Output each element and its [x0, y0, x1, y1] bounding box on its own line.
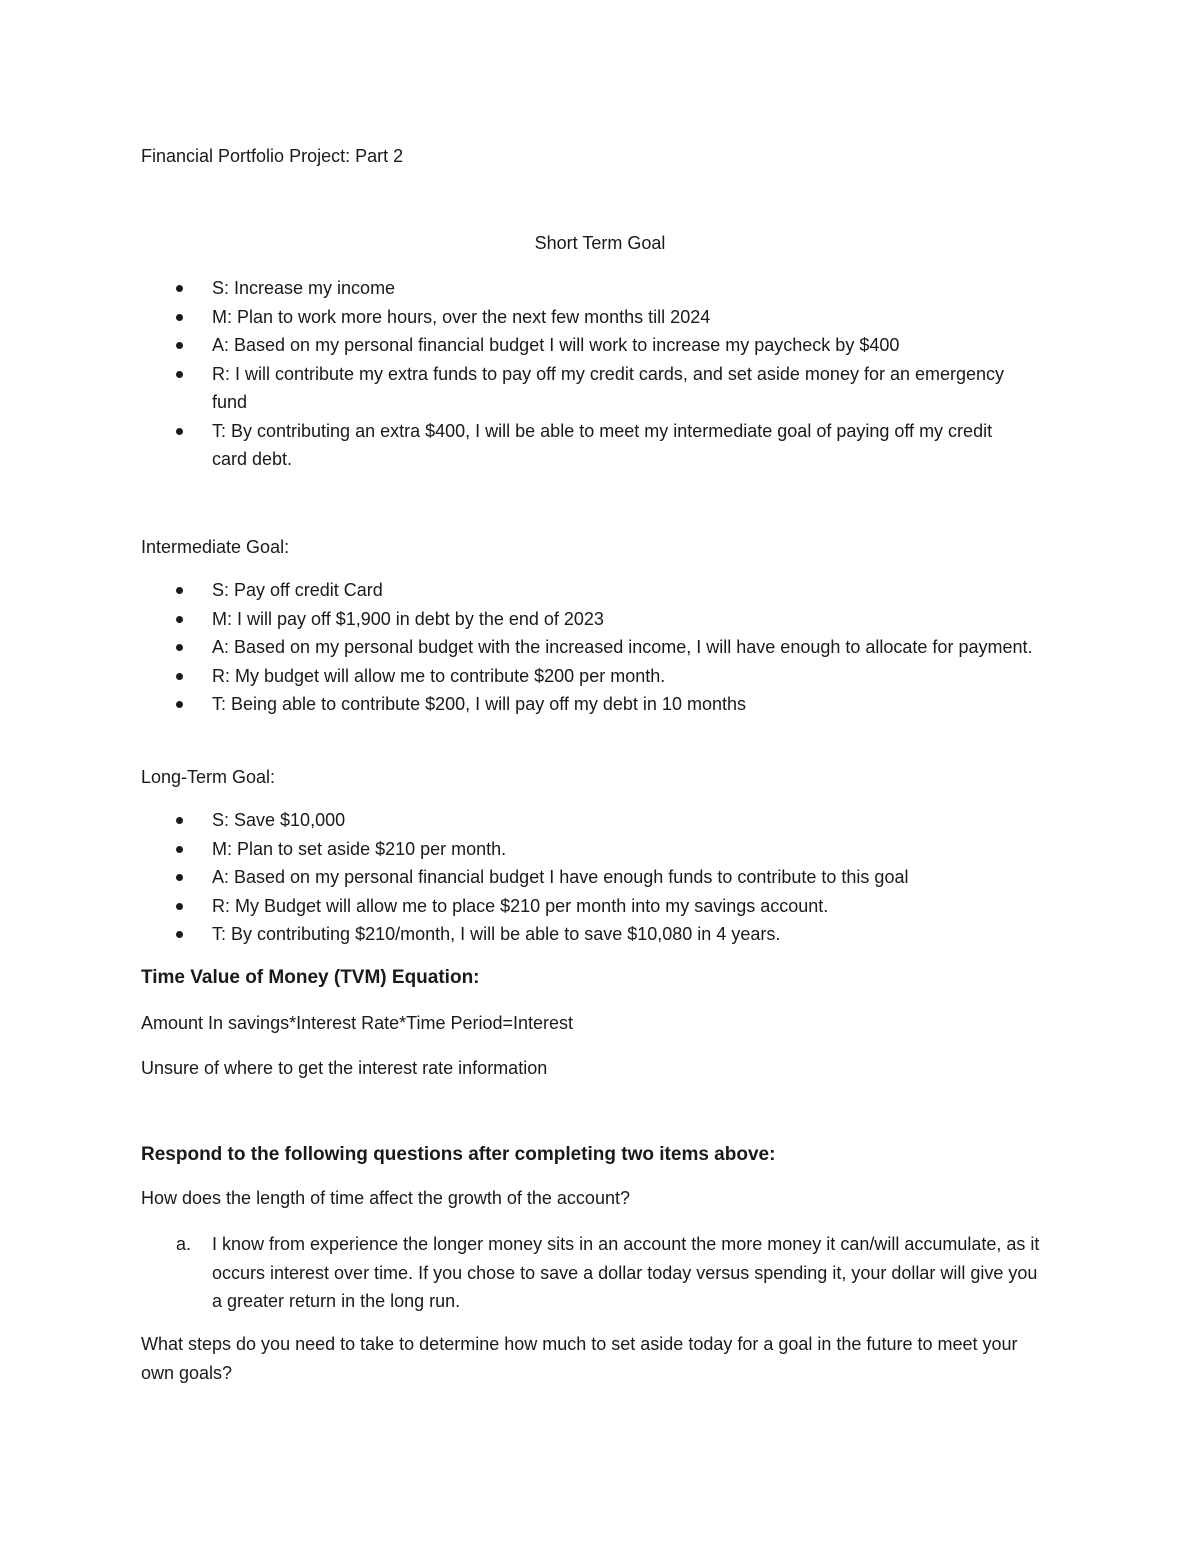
- tvm-note: Unsure of where to get the interest rate information: [141, 1058, 548, 1078]
- list-item: M: Plan to set aside $210 per month.: [212, 835, 1052, 864]
- list-item: R: My budget will allow me to contribute $200 per month.: [212, 662, 1052, 691]
- list-item: S: Pay off credit Card: [212, 576, 1052, 605]
- question-2: What steps do you need to take to determine how much to set aside today for a goal in the future to meet your own goals?: [141, 1334, 1018, 1383]
- questions-heading: Respond to the following questions after completing two items above:: [141, 1144, 776, 1165]
- list-item: M: Plan to work more hours, over the next few months till 2024: [212, 303, 1052, 332]
- answer-text: I know from experience the longer money sits in an account the more money it can/will accumulate, as it occurs interest over time. If you chose to save a dollar today versus spending it, your dollar will give you a greater return in the long run.: [212, 1234, 1040, 1311]
- intermediate-list: [212, 576, 1052, 719]
- long-term-heading: Long-Term Goal:: [141, 767, 276, 787]
- list-item: M: I will pay off $1,900 in debt by the end of 2023: [212, 605, 1052, 634]
- list-item: A: Based on my personal budget with the increased income, I will have enough to allocate for payment.: [212, 633, 1037, 662]
- long-term-list: [212, 806, 1052, 949]
- list-item: R: I will contribute my extra funds to pay off my credit cards, and set aside money for an emergency fund: [212, 360, 1012, 417]
- list-item: A: Based on my personal financial budget I have enough funds to contribute to this goal: [212, 863, 1052, 892]
- list-item: T: Being able to contribute $200, I will pay off my debt in 10 months: [212, 690, 1052, 719]
- list-item: S: Save $10,000: [212, 806, 1052, 835]
- answer-item: [176, 1230, 1047, 1316]
- list-item: T: By contributing an extra $400, I will be able to meet my intermediate goal of paying off my credit card debt.: [212, 417, 1032, 474]
- list-item: T: By contributing $210/month, I will be able to save $10,080 in 4 years.: [212, 920, 1052, 949]
- intermediate-heading: Intermediate Goal:: [141, 537, 290, 557]
- answer-marker: a.: [176, 1234, 192, 1254]
- short-term-list: [212, 274, 1052, 474]
- tvm-heading: Time Value of Money (TVM) Equation:: [141, 967, 480, 988]
- list-item: S: Increase my income: [212, 274, 1052, 303]
- tvm-equation: Amount In savings*Interest Rate*Time Period=Interest: [141, 1013, 574, 1033]
- list-item: A: Based on my personal financial budget I will work to increase my paycheck by $400: [212, 331, 1052, 360]
- answer-list: [176, 1230, 1052, 1316]
- document-title: Financial Portfolio Project: Part 2: [141, 146, 404, 166]
- short-term-heading: Short Term Goal: [534, 233, 666, 253]
- question-1: How does the length of time affect the growth of the account?: [141, 1188, 630, 1208]
- list-item: R: My Budget will allow me to place $210 per month into my savings account.: [212, 892, 1052, 921]
